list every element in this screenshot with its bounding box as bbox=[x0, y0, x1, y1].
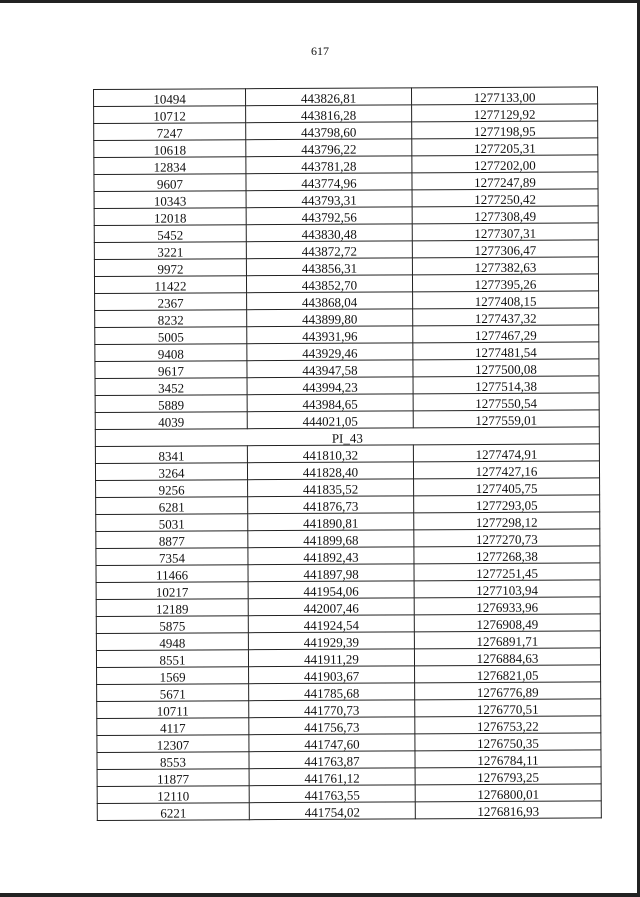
table-row bbox=[95, 461, 599, 481]
table-row bbox=[95, 444, 599, 464]
coord-y-cell: 1277307,31 bbox=[412, 223, 598, 241]
coord-x-cell: 441903,67 bbox=[249, 666, 415, 684]
coord-x-cell: 443899,80 bbox=[247, 309, 413, 327]
table-row bbox=[94, 172, 598, 192]
coord-x-cell: 443929,46 bbox=[247, 343, 413, 361]
coord-y-cell: 1276908,49 bbox=[414, 614, 600, 632]
table-row bbox=[97, 716, 601, 736]
coord-y-cell: 1277133,00 bbox=[411, 87, 597, 105]
coord-y-cell: 1276776,89 bbox=[415, 682, 601, 700]
point-id-cell: 12834 bbox=[94, 157, 246, 175]
coord-y-cell: 1277550,54 bbox=[413, 393, 599, 411]
coord-y-cell: 1277474,91 bbox=[413, 444, 599, 462]
coord-x-cell: 443872,72 bbox=[246, 241, 412, 259]
table-row bbox=[96, 478, 600, 498]
point-id-cell: 1569 bbox=[97, 667, 249, 685]
coord-y-cell: 1277298,12 bbox=[414, 512, 600, 530]
point-id-cell: 12110 bbox=[97, 786, 249, 804]
table-row bbox=[95, 359, 599, 379]
coord-x-cell: 441954,06 bbox=[248, 581, 414, 599]
point-id-cell: 5452 bbox=[94, 225, 246, 243]
coord-x-cell: 441754,02 bbox=[249, 802, 415, 820]
point-id-cell: 3264 bbox=[95, 463, 247, 481]
coord-y-cell: 1277198,95 bbox=[412, 121, 598, 139]
table-row bbox=[96, 614, 600, 634]
coord-x-cell: 441911,29 bbox=[248, 649, 414, 667]
coord-y-cell: 1276821,05 bbox=[415, 665, 601, 683]
table-row bbox=[96, 546, 600, 566]
table-row bbox=[97, 699, 601, 719]
point-id-cell: 10343 bbox=[94, 191, 246, 209]
coord-x-cell: 441770,73 bbox=[249, 700, 415, 718]
coord-x-cell: 443868,04 bbox=[247, 292, 413, 310]
point-id-cell: 11877 bbox=[97, 769, 249, 787]
point-id-cell: 5875 bbox=[96, 616, 248, 634]
coord-y-cell: 1277293,05 bbox=[414, 495, 600, 513]
table-row bbox=[94, 121, 598, 141]
table-row bbox=[97, 733, 601, 753]
point-id-cell: 4117 bbox=[97, 718, 249, 736]
point-id-cell: 10494 bbox=[94, 89, 246, 107]
coord-x-cell: 443774,96 bbox=[246, 173, 412, 191]
coord-x-cell: 443816,28 bbox=[246, 105, 412, 123]
table-row bbox=[94, 155, 598, 175]
section-label: PI_43 bbox=[95, 427, 599, 447]
coord-y-cell: 1276933,96 bbox=[414, 597, 600, 615]
table-row bbox=[96, 580, 600, 600]
coord-x-cell: 441756,73 bbox=[249, 717, 415, 735]
coord-y-cell: 1277405,75 bbox=[414, 478, 600, 496]
coord-x-cell: 441929,39 bbox=[248, 632, 414, 650]
coord-x-cell: 443792,56 bbox=[246, 207, 412, 225]
coord-y-cell: 1277268,38 bbox=[414, 546, 600, 564]
point-id-cell: 10711 bbox=[97, 701, 249, 719]
coord-x-cell: 443793,31 bbox=[246, 190, 412, 208]
coord-y-cell: 1276884,63 bbox=[414, 648, 600, 666]
coord-y-cell: 1276784,11 bbox=[415, 750, 601, 768]
scan-bottom-edge bbox=[0, 893, 640, 897]
table-row bbox=[94, 104, 598, 124]
coordinates-sheet bbox=[93, 86, 601, 821]
point-id-cell: 10618 bbox=[94, 140, 246, 158]
point-id-cell: 5671 bbox=[97, 684, 249, 702]
coordinates-table bbox=[93, 86, 602, 821]
table-row bbox=[97, 801, 601, 821]
coord-y-cell: 1277129,92 bbox=[412, 104, 598, 122]
table-row bbox=[95, 393, 599, 413]
coord-x-cell: 441897,98 bbox=[248, 564, 414, 582]
point-id-cell: 12307 bbox=[97, 735, 249, 753]
coord-y-cell: 1277247,89 bbox=[412, 172, 598, 190]
coord-y-cell: 1276891,71 bbox=[414, 631, 600, 649]
coord-x-cell: 441747,60 bbox=[249, 734, 415, 752]
table-block-a bbox=[94, 87, 600, 430]
table-row bbox=[95, 410, 599, 430]
table-row bbox=[94, 240, 598, 260]
coord-y-cell: 1276800,01 bbox=[415, 784, 601, 802]
point-id-cell: 8877 bbox=[96, 531, 248, 549]
table-row bbox=[95, 376, 599, 396]
coord-y-cell: 1277514,38 bbox=[413, 376, 599, 394]
table-row bbox=[97, 665, 601, 685]
coord-x-cell: 441828,40 bbox=[247, 462, 413, 480]
table-row bbox=[95, 342, 599, 362]
coord-x-cell: 442007,46 bbox=[248, 598, 414, 616]
coord-y-cell: 1277251,45 bbox=[414, 563, 600, 581]
coord-y-cell: 1277427,16 bbox=[413, 461, 599, 479]
point-id-cell: 8553 bbox=[97, 752, 249, 770]
point-id-cell: 4039 bbox=[95, 412, 247, 430]
point-id-cell: 9617 bbox=[95, 361, 247, 379]
coord-y-cell: 1277559,01 bbox=[413, 410, 599, 428]
coord-y-cell: 1277103,94 bbox=[414, 580, 600, 598]
point-id-cell: 6221 bbox=[97, 803, 249, 821]
coord-y-cell: 1277481,54 bbox=[413, 342, 599, 360]
coord-x-cell: 443798,60 bbox=[246, 122, 412, 140]
point-id-cell: 3221 bbox=[94, 242, 246, 260]
table-row bbox=[94, 223, 598, 243]
table-row bbox=[94, 206, 598, 226]
coord-y-cell: 1277205,31 bbox=[412, 138, 598, 156]
table-row bbox=[97, 784, 601, 804]
point-id-cell: 2367 bbox=[95, 293, 247, 311]
coord-y-cell: 1276750,35 bbox=[415, 733, 601, 751]
page-number: 617 bbox=[311, 44, 329, 58]
point-id-cell: 8551 bbox=[96, 650, 248, 668]
point-id-cell: 10712 bbox=[94, 106, 246, 124]
point-id-cell: 11466 bbox=[96, 565, 248, 583]
coord-y-cell: 1277382,63 bbox=[412, 257, 598, 275]
point-id-cell: 10217 bbox=[96, 582, 248, 600]
coord-x-cell: 441899,68 bbox=[248, 530, 414, 548]
coord-x-cell: 443796,22 bbox=[246, 139, 412, 157]
coord-y-cell: 1277408,15 bbox=[413, 291, 599, 309]
coord-x-cell: 443947,58 bbox=[247, 360, 413, 378]
point-id-cell: 9408 bbox=[95, 344, 247, 362]
coord-x-cell: 443994,23 bbox=[247, 377, 413, 395]
coord-x-cell: 443856,31 bbox=[246, 258, 412, 276]
coord-x-cell: 441761,12 bbox=[249, 768, 415, 786]
point-id-cell: 5005 bbox=[95, 327, 247, 345]
table-row bbox=[94, 138, 598, 158]
coord-y-cell: 1277467,29 bbox=[413, 325, 599, 343]
table-row bbox=[95, 308, 599, 328]
table-row bbox=[96, 631, 600, 651]
table-row bbox=[97, 767, 601, 787]
table-row bbox=[96, 512, 600, 532]
table-row bbox=[97, 682, 601, 702]
table-row bbox=[94, 87, 598, 107]
point-id-cell: 8341 bbox=[95, 446, 247, 464]
table-row bbox=[95, 291, 599, 311]
coord-y-cell: 1277437,32 bbox=[413, 308, 599, 326]
coord-x-cell: 441810,32 bbox=[247, 445, 413, 463]
point-id-cell: 7247 bbox=[94, 123, 246, 141]
coord-x-cell: 443852,70 bbox=[246, 275, 412, 293]
coord-x-cell: 444021,05 bbox=[247, 411, 413, 429]
coord-y-cell: 1277395,26 bbox=[412, 274, 598, 292]
coord-x-cell: 443931,96 bbox=[247, 326, 413, 344]
point-id-cell: 12189 bbox=[96, 599, 248, 617]
point-id-cell: 5031 bbox=[96, 514, 248, 532]
coord-x-cell: 441876,73 bbox=[248, 496, 414, 514]
point-id-cell: 5889 bbox=[95, 395, 247, 413]
coord-y-cell: 1276793,25 bbox=[415, 767, 601, 785]
coord-x-cell: 441890,81 bbox=[248, 513, 414, 531]
point-id-cell: 12018 bbox=[94, 208, 246, 226]
coord-x-cell: 443826,81 bbox=[246, 88, 412, 106]
coord-y-cell: 1277250,42 bbox=[412, 189, 598, 207]
coord-x-cell: 441785,68 bbox=[249, 683, 415, 701]
table-row bbox=[96, 597, 600, 617]
table-block-b bbox=[95, 444, 601, 821]
table-row bbox=[96, 495, 600, 515]
coord-y-cell: 1277500,08 bbox=[413, 359, 599, 377]
coord-y-cell: 1277308,49 bbox=[412, 206, 598, 224]
table-row bbox=[94, 189, 598, 209]
table-row bbox=[97, 750, 601, 770]
point-id-cell: 9972 bbox=[94, 259, 246, 277]
table-row bbox=[96, 648, 600, 668]
coord-y-cell: 1277202,00 bbox=[412, 155, 598, 173]
table-row bbox=[96, 529, 600, 549]
coord-x-cell: 441763,87 bbox=[249, 751, 415, 769]
point-id-cell: 9256 bbox=[96, 480, 248, 498]
table-row bbox=[96, 563, 600, 583]
coord-x-cell: 441763,55 bbox=[249, 785, 415, 803]
coord-x-cell: 441835,52 bbox=[248, 479, 414, 497]
coord-x-cell: 443830,48 bbox=[246, 224, 412, 242]
point-id-cell: 6281 bbox=[96, 497, 248, 515]
coord-y-cell: 1276816,93 bbox=[415, 801, 601, 819]
coord-y-cell: 1277270,73 bbox=[414, 529, 600, 547]
table-row bbox=[94, 274, 598, 294]
point-id-cell: 11422 bbox=[94, 276, 246, 294]
point-id-cell: 3452 bbox=[95, 378, 247, 396]
point-id-cell: 8232 bbox=[95, 310, 247, 328]
coord-y-cell: 1277306,47 bbox=[412, 240, 598, 258]
scan-top-edge bbox=[0, 0, 640, 3]
coord-y-cell: 1276770,51 bbox=[415, 699, 601, 717]
coord-x-cell: 443984,65 bbox=[247, 394, 413, 412]
coord-y-cell: 1276753,22 bbox=[415, 716, 601, 734]
point-id-cell: 4948 bbox=[96, 633, 248, 651]
point-id-cell: 7354 bbox=[96, 548, 248, 566]
coord-x-cell: 443781,28 bbox=[246, 156, 412, 174]
table-row bbox=[94, 257, 598, 277]
point-id-cell: 9607 bbox=[94, 174, 246, 192]
coord-x-cell: 441892,43 bbox=[248, 547, 414, 565]
coord-x-cell: 441924,54 bbox=[248, 615, 414, 633]
table-row bbox=[95, 325, 599, 345]
